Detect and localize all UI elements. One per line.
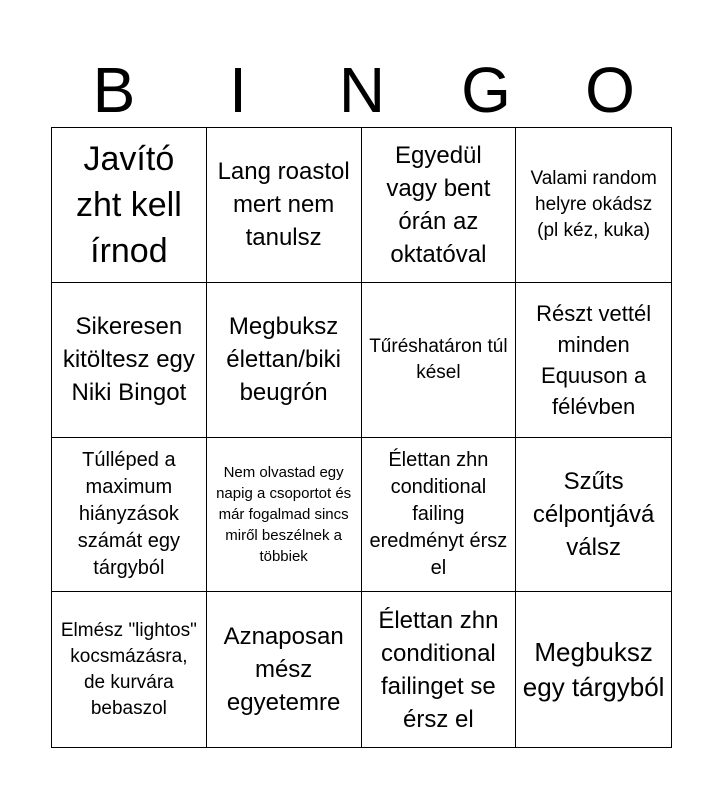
cell-text: Szűts célpontjává válsz	[532, 467, 655, 561]
cell-text: Részt vettél minden Equuson a félévben	[536, 300, 652, 419]
header-letter-o: O	[585, 54, 635, 126]
bingo-cell[interactable]	[362, 283, 517, 438]
cell-text: Élettan zhn conditional failing eredményt érsz el	[369, 448, 508, 579]
header-letter-g: G	[461, 54, 511, 126]
cell-text: Aznaposan mész egyetemre	[223, 623, 344, 717]
bingo-cell[interactable]	[207, 283, 362, 438]
cell-text: Tűréshatáron túl késel	[369, 335, 508, 383]
cell-text: Lang roastol mert nem tanulsz	[217, 158, 350, 252]
cell-text: Javító zht kell írnod	[75, 139, 182, 270]
bingo-cell[interactable]	[52, 128, 207, 283]
cell-text: Megbuksz egy tárgyból	[522, 636, 665, 702]
bingo-cell[interactable]	[52, 438, 207, 593]
bingo-cell[interactable]	[362, 128, 517, 283]
bingo-header	[52, 52, 672, 128]
cell-text: Egyedül vagy bent órán az oktatóval	[386, 141, 491, 268]
bingo-cell[interactable]	[516, 283, 671, 438]
cell-text: Sikeresen kitöltesz egy Niki Bingot	[62, 313, 195, 407]
header-letter-n: N	[338, 54, 386, 126]
bingo-cell[interactable]	[52, 592, 207, 747]
cell-text: Elmész "lightos" kocsmázásra, de kurvára bebaszol	[60, 619, 197, 719]
cell-text: Túlléped a maximum hiányzások számát egy tárgyból	[77, 448, 180, 579]
header-letter-b: B	[92, 54, 136, 126]
cell-text: Nem olvastad egy napig a csoportot és már fogalmad sincs miről beszélnek a többiek	[216, 463, 352, 565]
bingo-cell[interactable]	[207, 128, 362, 283]
bingo-cell[interactable]	[207, 592, 362, 747]
bingo-cell[interactable]	[362, 438, 517, 593]
bingo-cell[interactable]	[516, 128, 671, 283]
cell-text: Valami random helyre okádsz (pl kéz, kuka)	[530, 167, 657, 241]
bingo-cell[interactable]	[516, 438, 671, 593]
cell-text: Megbuksz élettan/biki beugrón	[226, 313, 341, 407]
header-letter-i: I	[229, 54, 247, 126]
bingo-cell[interactable]	[516, 592, 671, 747]
bingo-cell[interactable]	[207, 438, 362, 593]
cell-text: Élettan zhn conditional failinget se érsz el	[378, 606, 499, 733]
bingo-cell[interactable]	[52, 283, 207, 438]
bingo-board	[51, 127, 672, 748]
bingo-cell[interactable]	[362, 592, 517, 747]
